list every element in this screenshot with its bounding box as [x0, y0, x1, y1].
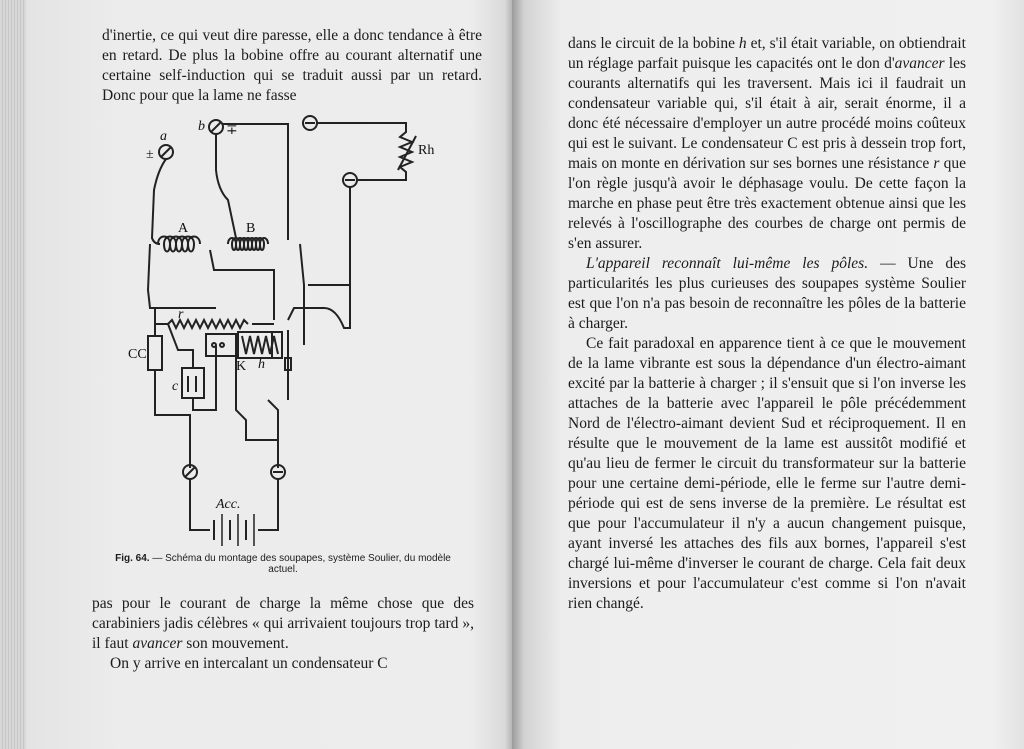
label-minus-plus: ∓ [226, 123, 238, 138]
paragraph-bobine [568, 34, 966, 254]
text-span: — Une des particularités les plus curieuses des soupapes système Soulier est que l'on n'a pas besoin de reconnaître les pôles de la batterie à charger. [568, 255, 966, 332]
page-edge-stack [0, 0, 26, 749]
paragraph-paradoxal: Ce fait paradoxal en apparence tient à ce que le mouvement de la lame vibrante est sous la dépendance d'un électro-aimant excité par la batterie à charger ; il s'ensuit que si l'on inverse les attaches de la batterie avec l'appareil le pôle précédemment Nord de l'électro-aimant devient Sud et réciproquement. Il en résulte que le mouvement de la lame est aussitôt modifié et qu'au lieu de fermer le circuit du transformateur sur la batterie pour une certaine demi-période, elle le ferme sur l'autre demi-période qui est de sens inverse de la première. Le résultat est que pour l'accumulateur il n'y a aucun changement puisque, ayant inversé les attaches des fils aux bornes, l'appareil s'est chargé lui-même d'inverser le courant de charge. Cela fait deux inversions et pour l'accumulateur c'est comme si l'on n'avait rien changé. [568, 335, 966, 612]
label-Rh: Rh [418, 143, 435, 158]
section-heading: L'appareil reconnaît lui-même les pôles. [586, 255, 869, 272]
label-CC: CC [128, 347, 147, 362]
label-c: c [172, 379, 179, 394]
label-B: B [246, 221, 256, 236]
text-span: que l'on règle jusqu'à avoir le déphasage voulu. De cette façon la marche en phase peut être très exactement obtenue ainsi que les relevés à l'oscillographe des courbes de charge ont permis de s'en assurer. [568, 155, 966, 252]
italic-avancer: avancer [894, 55, 945, 72]
left-bottom-text [92, 594, 474, 674]
label-h: h [258, 357, 265, 372]
paragraph-text: d'inertie, ce qui veut dire paresse, elle a donc tendance à être en retard. De plus la bobine offre au courant alternatif une certaine self-induction qui se traduit aussi par un retard. Donc pour que la lame ne fasse [102, 27, 482, 104]
italic-r: r [933, 155, 940, 172]
circuit-diagram [128, 110, 448, 550]
label-a: a [160, 129, 167, 144]
figure-caption-text: — Schéma du montage des soupapes, système Soulier, du modèle actuel. [152, 553, 451, 575]
text-span: dans le circuit de la bobine [568, 35, 739, 52]
label-acc: Acc. [216, 497, 241, 512]
text-span: pas pour le courant de charge la même chose que des carabiniers jadis célèbres « qui arrivaient toujours trop tard », il faut [92, 595, 474, 652]
italic-word: avancer [132, 635, 183, 652]
paragraph-poles [568, 254, 966, 334]
paragraph-carabiniers [92, 594, 474, 654]
text-span: et, s'il était variable, on obtiendrait un réglage parfait puisque les capacités ont le don d' [568, 35, 966, 72]
label-r: r [178, 307, 184, 322]
left-top-paragraph [102, 26, 482, 106]
paragraph-condensateur: On y arrive en intercalant un condensateur C [110, 655, 388, 672]
italic-h: h [738, 35, 747, 52]
label-plus-minus: ± [146, 147, 154, 162]
figure-number: Fig. 64. [115, 553, 150, 564]
figure-caption [102, 553, 464, 575]
text-span: les courants alternatifs qui les traversent. Mais ici il faudrait un condensateur variable qui, s'il était à air, serait énorme, il a donc été nécessaire d'employer un autre procédé moins coûteux qui est le suivant. Le condensateur C est pris à dessein trop fort, mais on monte en dérivation sur ses bornes une résistance [568, 55, 966, 172]
text-span: son mouvement. [182, 635, 289, 652]
right-page [512, 0, 1024, 749]
label-A: A [178, 221, 189, 236]
label-K: K [236, 359, 247, 374]
label-b: b [198, 119, 205, 134]
right-body-text [568, 34, 966, 614]
